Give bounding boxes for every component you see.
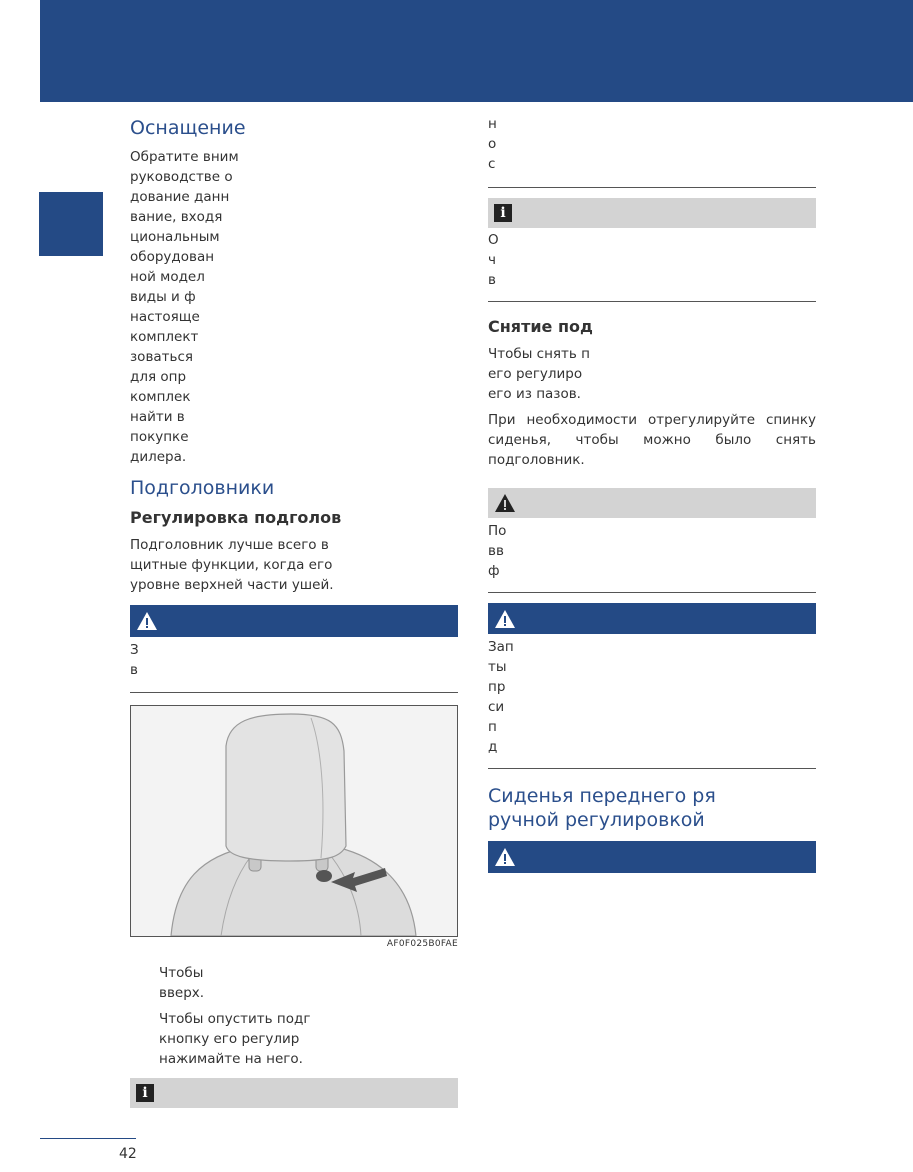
info-text: О ч в bbox=[488, 232, 499, 288]
warning-box-header bbox=[488, 603, 816, 634]
warning-icon bbox=[494, 847, 516, 867]
divider bbox=[488, 301, 816, 302]
caution-text: По вв ф bbox=[488, 523, 507, 579]
headrest-illustration bbox=[130, 705, 458, 937]
page-number: 42 bbox=[119, 1146, 137, 1162]
figure-code: AF0F025B0FAE bbox=[386, 939, 458, 949]
divider bbox=[488, 592, 816, 593]
adjustment-text: Подголовник лучше всего в щитные функции, когда его уровне верхней части ушей. bbox=[130, 537, 334, 593]
warning-box-header bbox=[130, 605, 458, 637]
info-icon: i bbox=[136, 1084, 154, 1102]
warning-icon bbox=[136, 611, 158, 631]
info-box-header bbox=[130, 1078, 458, 1108]
footer-rule bbox=[40, 1138, 136, 1139]
lower-instruction: Чтобы опустить подг кнопку его регулир нажимайте на него. bbox=[159, 1011, 311, 1067]
info-box-header bbox=[488, 198, 816, 228]
warning-box-header bbox=[488, 841, 816, 873]
divider bbox=[130, 692, 458, 693]
info-icon: i bbox=[494, 204, 512, 222]
section-title-front-seats: Сиденья переднего ря ручной регулировкой bbox=[488, 785, 716, 831]
section-title-headrests: Подголовники bbox=[130, 477, 275, 499]
subsection-title-adjustment: Регулировка подголов bbox=[130, 508, 342, 527]
section-title-equipment: Оснащение bbox=[130, 117, 246, 139]
headrest-drawing bbox=[131, 706, 457, 936]
right-column bbox=[488, 112, 816, 873]
raise-instruction: Чтобы вверх. bbox=[159, 965, 205, 1001]
removal-text: Чтобы снять п его регулиро его из пазов. bbox=[488, 346, 590, 402]
header-band bbox=[40, 0, 913, 102]
left-column bbox=[130, 112, 458, 1108]
warning-icon bbox=[494, 609, 516, 629]
warning-icon bbox=[494, 493, 516, 513]
warning-text: З в bbox=[130, 642, 139, 678]
subsection-title-removal: Снятие под bbox=[488, 317, 593, 336]
caution-box-header bbox=[488, 488, 816, 518]
chapter-tab bbox=[39, 192, 103, 256]
figure-wrapper bbox=[130, 705, 458, 949]
removal-paragraph: При необходимости отрегулируйте спинку сиденья, чтобы можно было снять подголовник. bbox=[488, 412, 816, 468]
divider bbox=[488, 768, 816, 769]
continued-text: н о с bbox=[488, 116, 497, 172]
divider bbox=[488, 187, 816, 188]
warning-text: Зап ты пр си п д bbox=[488, 639, 514, 755]
equipment-text: Обратите вним руководстве о дование данн вание, входя циональным оборудован ной модел виды и ф настояще комплект зоваться для опр комплек найти в покупке дилера. bbox=[130, 149, 239, 465]
